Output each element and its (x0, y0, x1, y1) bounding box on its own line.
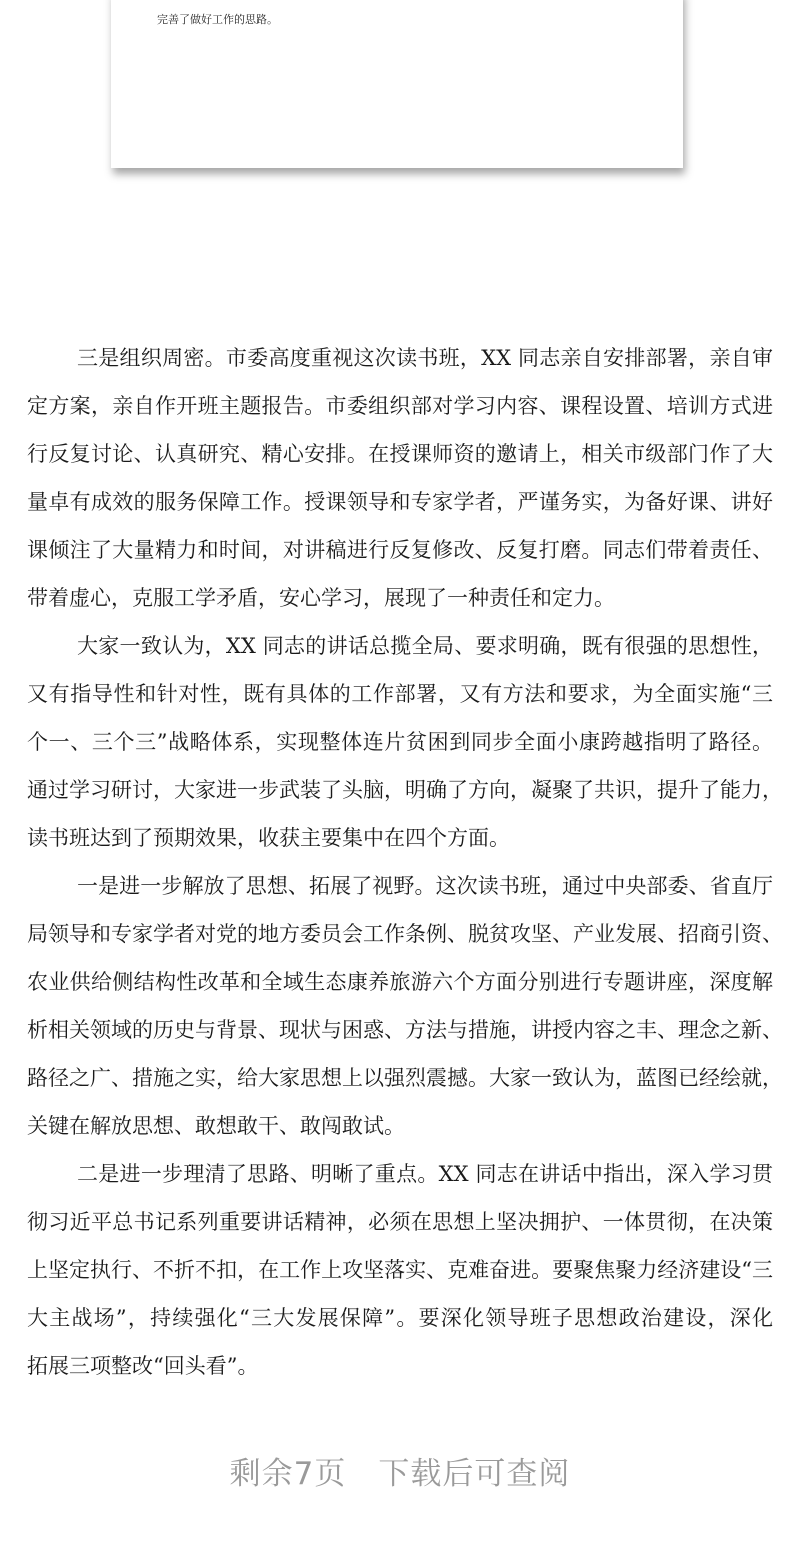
paragraph-line: 又有指导性和针对性，既有具体的工作部署，又有方法和要求，为全面实施“三 (27, 682, 773, 706)
paragraph-line: 大家一致认为，XX 同志的讲话总揽全局、要求明确，既有很强的思想性， (77, 634, 773, 658)
paragraph-line: 局领导和专家学者对党的地方委员会工作条例、脱贫攻坚、产业发展、招商引资、 (27, 922, 783, 946)
preview-page-card (111, 0, 683, 168)
paragraph-line: 农业供给侧结构性改革和全域生态康养旅游六个方面分别进行专题讲座，深度解 (27, 970, 773, 994)
paragraph-line: 课倾注了大量精力和时间，对讲稿进行反复修改、反复打磨。同志们带着责任、 (27, 538, 773, 562)
paragraph-line: 三是组织周密。市委高度重视这次读书班，XX 同志亲自安排部署，亲自审 (77, 346, 773, 370)
paragraph-line: 定方案，亲自作开班主题报告。市委组织部对学习内容、课程设置、培训方式进 (27, 394, 773, 418)
paragraph (27, 622, 783, 862)
paragraph-line: 上坚定执行、不折不扣，在工作上攻坚落实、克难奋进。要聚焦聚力经济建设“三 (27, 1258, 773, 1282)
paragraph-line: 读书班达到了预期效果，收获主要集中在四个方面。 (27, 826, 510, 850)
download-prompt[interactable] (0, 1448, 800, 1493)
paragraph-line: 大主战场”，持续强化“三大发展保障”。要深化领导班子思想政治建设，深化 (27, 1306, 773, 1330)
paragraph-line: 析相关领域的历史与背景、现状与困惑、方法与措施，讲授内容之丰、理念之新、 (27, 1018, 783, 1042)
preview-page-tail-text: 完善了做好工作的思路。 (157, 13, 278, 26)
paragraph-line: 行反复讨论、认真研究、精心安排。在授课师资的邀请上，相关市级部门作了大 (27, 442, 773, 466)
paragraph-line: 路径之广、措施之实，给大家思想上以强烈震撼。大家一致认为，蓝图已经绘就， (27, 1066, 783, 1090)
paragraph (27, 1150, 773, 1390)
paragraph-line: 彻习近平总书记系列重要讲话精神，必须在思想上坚决拥护、一体贯彻，在决策 (27, 1210, 773, 1234)
paragraph-line: 个一、三个三”战略体系，实现整体连片贫困到同步全面小康跨越指明了路径。 (27, 730, 773, 754)
remaining-pages-label: 剩余7页 (229, 1456, 347, 1492)
paragraph-line: 一是进一步解放了思想、拓展了视野。这次读书班，通过中央部委、省直厅 (77, 874, 773, 898)
paragraph-line: 通过学习研讨，大家进一步武装了头脑，明确了方向，凝聚了共识，提升了能力， (27, 778, 783, 802)
paragraph (27, 862, 783, 1150)
paragraph-line: 量卓有成效的服务保障工作。授课领导和专家学者，严谨务实，为备好课、讲好 (27, 490, 773, 514)
paragraph (27, 334, 773, 622)
document-body (27, 334, 783, 1390)
download-to-view-label[interactable]: 下载后可查阅 (378, 1456, 571, 1492)
paragraph-line: 关键在解放思想、敢想敢干、敢闯敢试。 (27, 1114, 405, 1138)
paragraph-line: 带着虚心，克服工学矛盾，安心学习，展现了一种责任和定力。 (27, 586, 615, 610)
paragraph-line: 二是进一步理清了思路、明晰了重点。XX 同志在讲话中指出，深入学习贯 (77, 1162, 773, 1186)
paragraph-line: 拓展三项整改“回头看”。 (27, 1354, 259, 1378)
